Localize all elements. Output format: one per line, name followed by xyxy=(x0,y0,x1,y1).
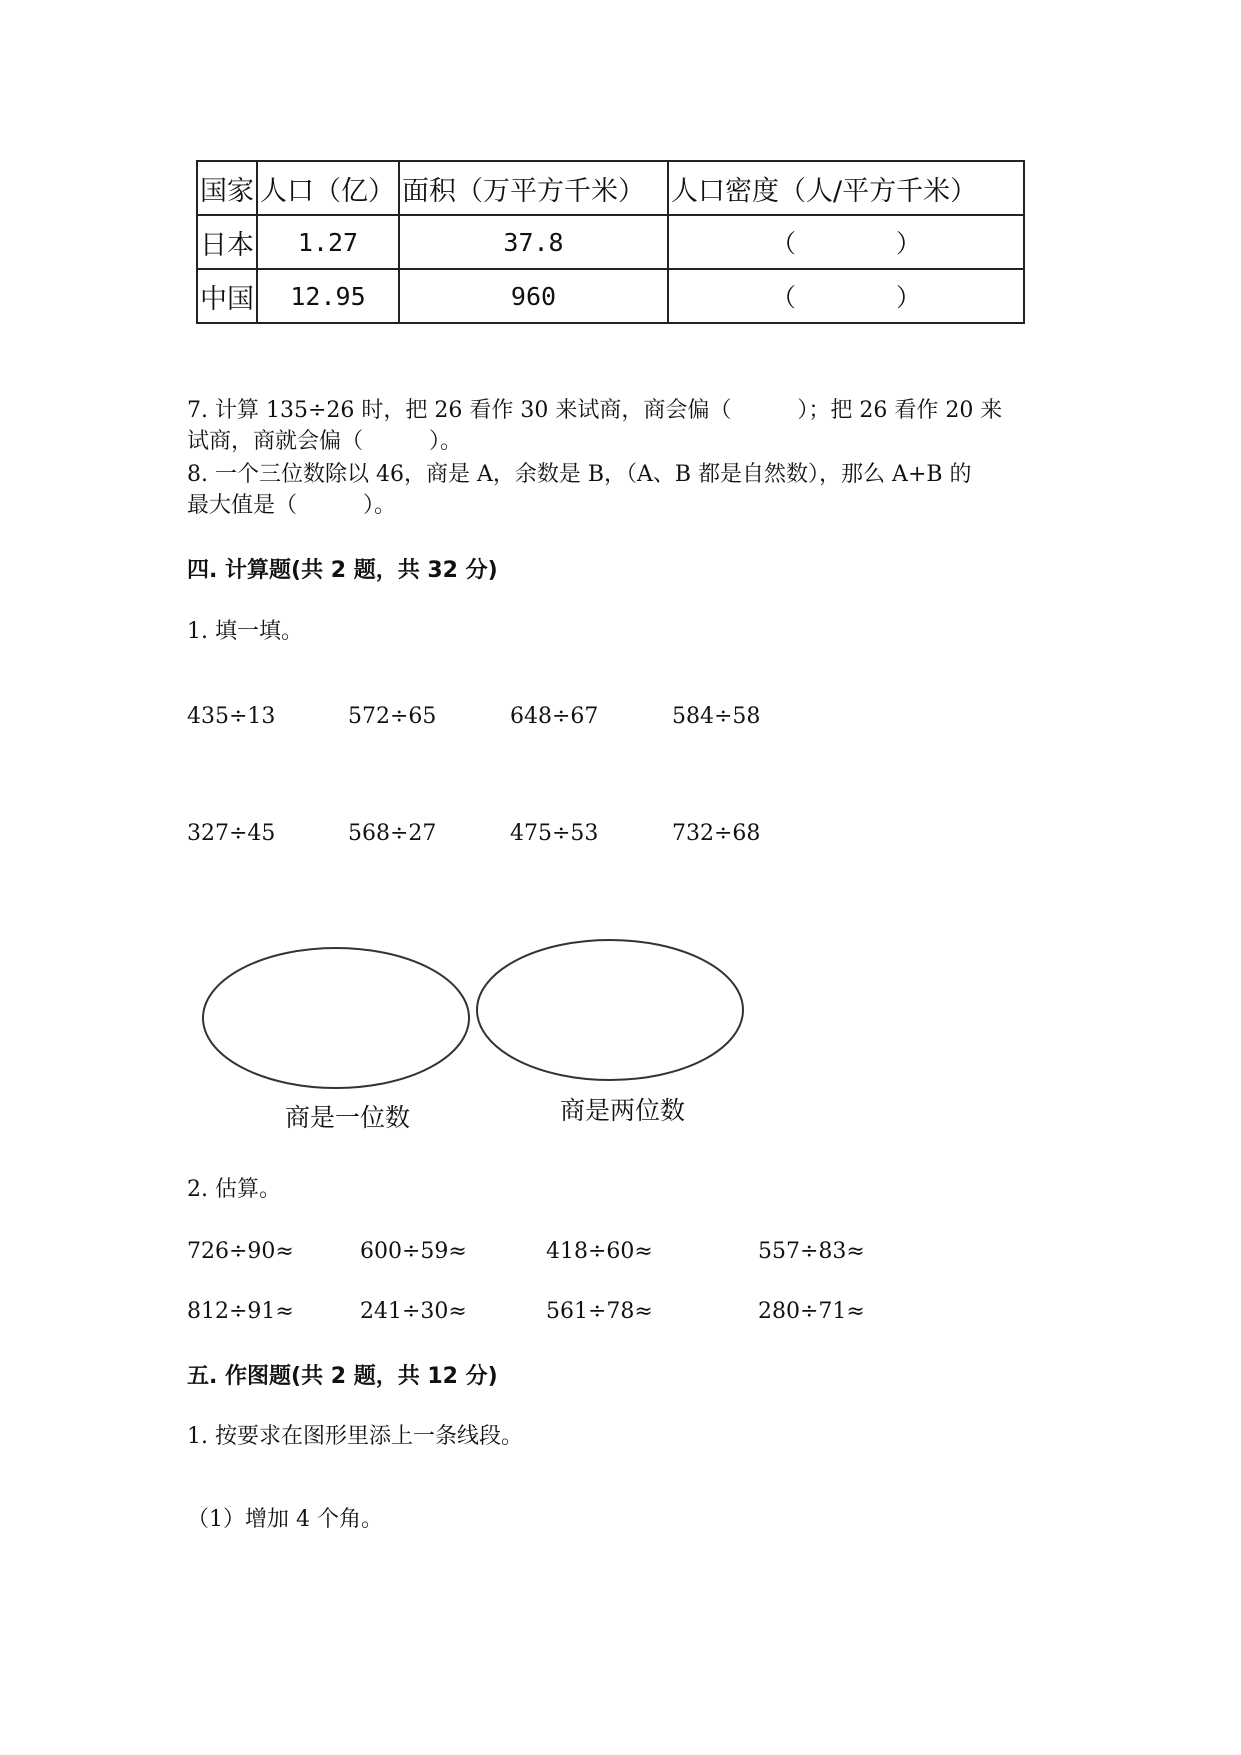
cell-population: 12.95 xyxy=(257,269,399,323)
open-paren: （ xyxy=(770,229,796,258)
cell-country: 日本 xyxy=(197,215,257,269)
cell-country: 中国 xyxy=(197,269,257,323)
oval-right-label: 商是两位数 xyxy=(560,1096,686,1125)
estimate-item: 418÷60≈ xyxy=(546,1239,653,1264)
division-item: 732÷68 xyxy=(672,821,761,846)
table-row xyxy=(197,269,1024,323)
division-item: 475÷53 xyxy=(510,821,599,846)
table-row xyxy=(197,215,1024,269)
oval-diagram xyxy=(195,935,755,1095)
header-population: 人口（亿） xyxy=(257,161,399,215)
header-density: 人口密度（人/平方千米） xyxy=(668,161,1024,215)
table-header-row xyxy=(197,161,1024,215)
section-5-title: 五. 作图题(共 2 题，共 12 分) xyxy=(187,1364,498,1389)
estimate-item: 280÷71≈ xyxy=(758,1299,865,1324)
division-item: 584÷58 xyxy=(672,704,761,729)
oval-one-digit-quotient[interactable] xyxy=(203,948,469,1088)
section-5-q1-sub1: （1）增加 4 个角。 xyxy=(187,1507,383,1532)
question-8-line-1: 8. 一个三位数除以 46，商是 A，余数是 B，（A、B 都是自然数），那么 A+B 的 xyxy=(187,462,972,487)
estimate-item: 812÷91≈ xyxy=(187,1299,294,1324)
cell-population: 1.27 xyxy=(257,215,399,269)
cell-area: 37.8 xyxy=(399,215,668,269)
division-item: 648÷67 xyxy=(510,704,599,729)
open-paren: （ xyxy=(770,283,796,312)
oval-two-digit-quotient[interactable] xyxy=(477,940,743,1080)
cell-area: 960 xyxy=(399,269,668,323)
division-item: 327÷45 xyxy=(187,821,276,846)
cell-density-blank[interactable] xyxy=(668,269,1024,323)
question-7-line-1: 7. 计算 135÷26 时，把 26 看作 30 来试商，商会偏（ ）；把 26 看作 20 来 xyxy=(187,398,1003,423)
division-item: 435÷13 xyxy=(187,704,276,729)
division-item: 572÷65 xyxy=(348,704,437,729)
estimate-item: 600÷59≈ xyxy=(360,1239,467,1264)
section-4-q1-title: 1. 填一填。 xyxy=(187,619,303,644)
section-5-q1-title: 1. 按要求在图形里添上一条线段。 xyxy=(187,1424,523,1449)
division-item: 568÷27 xyxy=(348,821,437,846)
estimate-item: 561÷78≈ xyxy=(546,1299,653,1324)
header-area: 面积（万平方千米） xyxy=(399,161,668,215)
population-table xyxy=(196,160,1025,324)
question-8-line-2: 最大值是（ ）。 xyxy=(187,493,397,518)
question-7-line-2: 试商，商就会偏（ ）。 xyxy=(187,429,463,454)
estimate-item: 241÷30≈ xyxy=(360,1299,467,1324)
close-paren: ） xyxy=(896,283,922,312)
estimate-item: 557÷83≈ xyxy=(758,1239,865,1264)
section-4-q2-title: 2. 估算。 xyxy=(187,1177,281,1202)
section-4-title: 四. 计算题(共 2 题，共 32 分) xyxy=(187,558,498,583)
cell-density-blank[interactable] xyxy=(668,215,1024,269)
header-country: 国家 xyxy=(197,161,257,215)
close-paren: ） xyxy=(896,229,922,258)
estimate-item: 726÷90≈ xyxy=(187,1239,294,1264)
oval-left-label: 商是一位数 xyxy=(285,1103,411,1132)
